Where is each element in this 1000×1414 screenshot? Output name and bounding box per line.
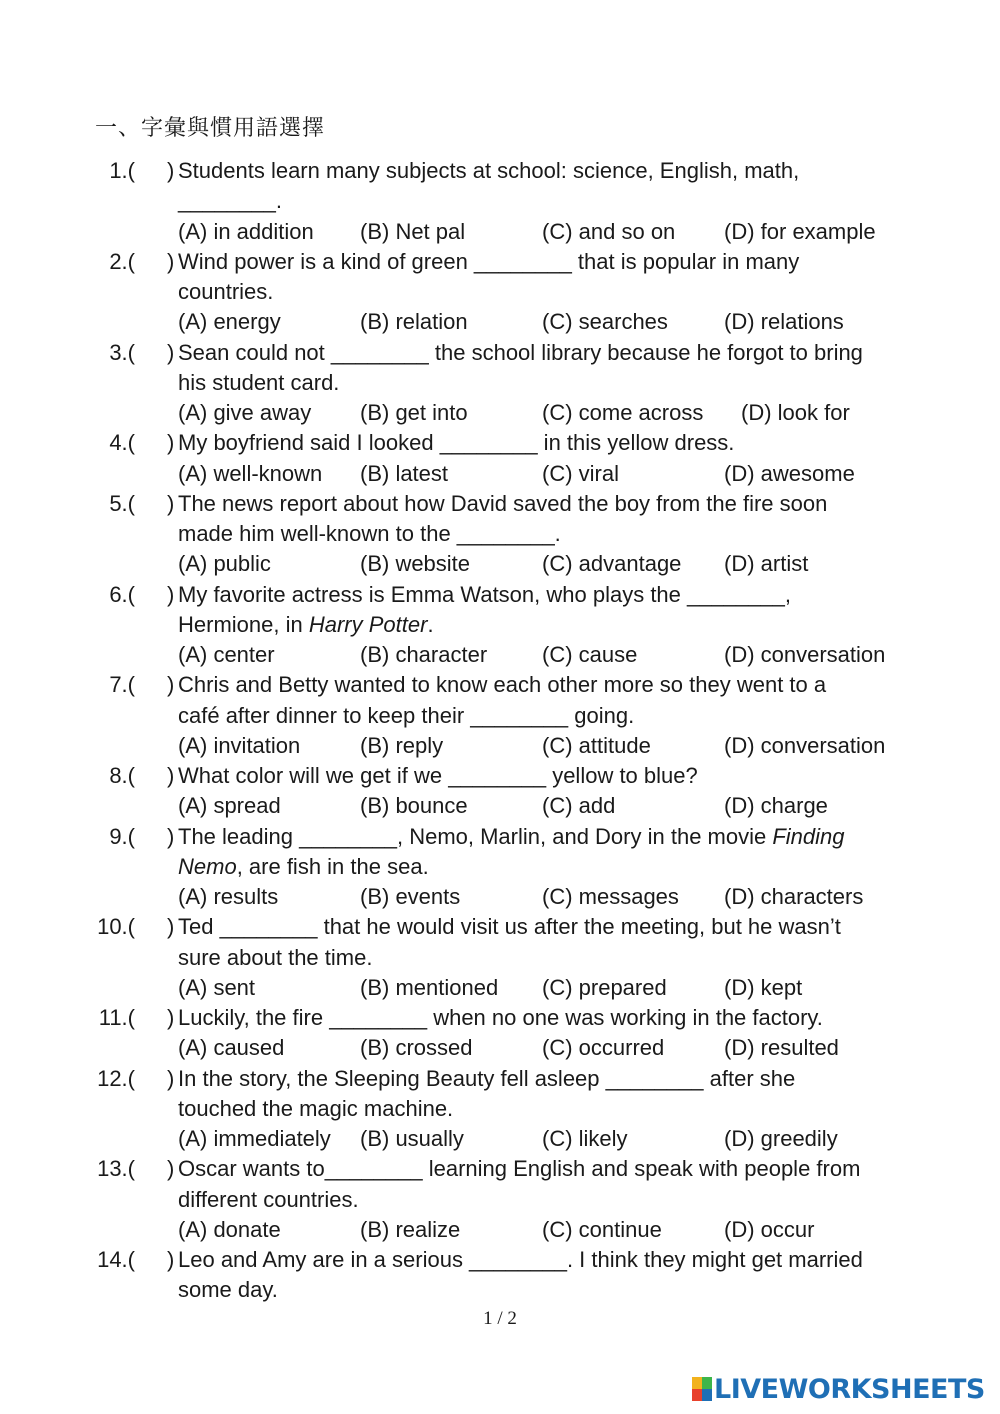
option-d: (D) conversation bbox=[724, 732, 886, 758]
question-13-cont bbox=[0, 1185, 1000, 1215]
question-3-options bbox=[0, 398, 1000, 428]
option-c: (C) and so on bbox=[542, 218, 676, 244]
question-number: 1.( bbox=[109, 158, 135, 183]
option-c: (C) occurred bbox=[542, 1035, 665, 1061]
question-text: Sean could not ________ the school library because he forgot to bring bbox=[178, 339, 863, 365]
option-a: (A) donate bbox=[178, 1216, 281, 1242]
question-12-cont bbox=[0, 1094, 1000, 1124]
option-a: (A) center bbox=[178, 642, 275, 667]
question-3 bbox=[0, 338, 1000, 368]
option-b: (B) get into bbox=[360, 400, 468, 425]
text-segment: . bbox=[427, 611, 434, 637]
question-text: Ted ________ that he would visit us after the meeting, but he wasn’t bbox=[178, 914, 841, 940]
option-c: (C) prepared bbox=[542, 974, 667, 1000]
question-10 bbox=[0, 912, 1000, 942]
option-a: (A) well-known bbox=[178, 460, 323, 486]
option-a: (A) results bbox=[178, 884, 279, 909]
option-b: (B) mentioned bbox=[360, 974, 499, 1000]
question-5-cont bbox=[0, 519, 1000, 549]
question-6-cont bbox=[0, 610, 1000, 640]
option-c: (C) searches bbox=[542, 309, 668, 335]
question-10-cont bbox=[0, 943, 1000, 973]
question-number: 11.( bbox=[98, 1005, 135, 1030]
option-a: (A) public bbox=[178, 551, 271, 577]
option-d: (D) conversation bbox=[724, 642, 886, 667]
question-6 bbox=[0, 580, 1000, 610]
question-13 bbox=[0, 1154, 1000, 1184]
logo-square-icon bbox=[692, 1377, 702, 1389]
question-11-options bbox=[0, 1033, 1000, 1063]
movie-title: Nemo bbox=[178, 853, 237, 879]
option-c: (C) messages bbox=[542, 884, 679, 909]
option-d: (D) resulted bbox=[724, 1035, 839, 1061]
answer-blank[interactable]: ) bbox=[167, 339, 175, 365]
question-number: 14.( bbox=[97, 1247, 135, 1272]
question-text bbox=[178, 822, 845, 852]
option-d: (D) for example bbox=[724, 218, 876, 244]
option-d: (D) awesome bbox=[724, 460, 855, 486]
option-b: (B) crossed bbox=[360, 1035, 473, 1061]
answer-blank[interactable]: ) bbox=[167, 763, 175, 788]
option-d: (D) charge bbox=[724, 793, 828, 819]
question-number: 5.( bbox=[109, 490, 135, 516]
option-c: (C) attitude bbox=[542, 732, 651, 758]
question-text: Luckily, the fire ________ when no one was working in the factory. bbox=[178, 1005, 823, 1030]
question-text: different countries. bbox=[178, 1186, 359, 1212]
option-a: (A) immediately bbox=[178, 1126, 331, 1151]
question-7 bbox=[0, 670, 1000, 700]
question-4-options bbox=[0, 459, 1000, 489]
question-number: 6.( bbox=[109, 581, 135, 607]
question-1-options bbox=[0, 217, 1000, 247]
option-d: (D) look for bbox=[741, 400, 850, 425]
answer-blank[interactable]: ) bbox=[167, 430, 175, 456]
question-text bbox=[178, 610, 434, 640]
option-d: (D) artist bbox=[724, 551, 809, 577]
option-b: (B) relation bbox=[360, 309, 468, 335]
question-number: 13.( bbox=[97, 1156, 135, 1182]
option-b: (B) character bbox=[360, 642, 488, 667]
question-9-cont bbox=[0, 852, 1000, 882]
question-text: his student card. bbox=[178, 369, 340, 395]
question-text: countries. bbox=[178, 279, 274, 304]
option-c: (C) continue bbox=[542, 1216, 662, 1242]
option-a: (A) energy bbox=[178, 309, 281, 335]
question-text: sure about the time. bbox=[178, 944, 373, 970]
text-segment: The leading ________, Nemo, Marlin, and Dory in the movie bbox=[178, 823, 773, 849]
question-12-options bbox=[0, 1124, 1000, 1154]
option-c: (C) add bbox=[542, 793, 616, 819]
movie-title: Harry Potter bbox=[308, 611, 428, 637]
answer-blank[interactable]: ) bbox=[167, 581, 175, 607]
option-c: (C) come across bbox=[542, 400, 704, 425]
question-5-options bbox=[0, 549, 1000, 579]
question-number: 12.( bbox=[97, 1065, 135, 1091]
question-number: 7.( bbox=[109, 672, 135, 698]
answer-blank[interactable]: ) bbox=[167, 672, 175, 698]
option-b: (B) reply bbox=[360, 732, 444, 758]
question-list bbox=[0, 156, 1000, 1306]
question-8 bbox=[0, 761, 1000, 791]
question-text: touched the magic machine. bbox=[178, 1095, 454, 1121]
logo-square-icon bbox=[702, 1377, 712, 1389]
option-d: (D) characters bbox=[724, 884, 864, 909]
question-5 bbox=[0, 489, 1000, 519]
option-a: (A) invitation bbox=[178, 732, 301, 758]
option-c: (C) viral bbox=[542, 460, 619, 486]
question-text: In the story, the Sleeping Beauty fell asleep ________ after she bbox=[178, 1065, 796, 1091]
option-b: (B) latest bbox=[360, 460, 449, 486]
question-7-cont bbox=[0, 701, 1000, 731]
question-text: The news report about how David saved the boy from the fire soon bbox=[178, 490, 828, 516]
logo-square-icon bbox=[692, 1389, 702, 1401]
option-b: (B) website bbox=[360, 551, 471, 577]
option-b: (B) events bbox=[360, 884, 461, 909]
logo-text: LIVEWORKSHEETS bbox=[714, 1373, 985, 1405]
question-14-cont bbox=[0, 1275, 1000, 1305]
section-title: 一、字彙與慣用語選擇 bbox=[95, 116, 326, 141]
option-b: (B) usually bbox=[360, 1126, 464, 1151]
question-8-options bbox=[0, 791, 1000, 821]
answer-blank[interactable]: ) bbox=[167, 248, 175, 274]
question-6-options bbox=[0, 640, 1000, 670]
question-text: made him well-known to the ________. bbox=[178, 521, 561, 546]
question-number: 10.( bbox=[97, 914, 135, 940]
question-2 bbox=[0, 247, 1000, 277]
question-number: 4.( bbox=[109, 430, 135, 456]
option-d: (D) occur bbox=[724, 1216, 815, 1242]
question-text: My favorite actress is Emma Watson, who plays the ________, bbox=[178, 581, 792, 607]
question-text: Wind power is a kind of green ________ that is popular in many bbox=[178, 248, 800, 274]
answer-blank[interactable]: ) bbox=[167, 490, 175, 516]
question-4 bbox=[0, 428, 1000, 458]
answer-blank[interactable]: ) bbox=[167, 1065, 175, 1091]
answer-blank[interactable]: ) bbox=[167, 914, 175, 940]
question-9 bbox=[0, 822, 1000, 852]
question-text: ________. bbox=[178, 188, 282, 214]
option-a: (A) spread bbox=[178, 793, 281, 819]
question-text: café after dinner to keep their ________ going. bbox=[178, 702, 635, 728]
question-10-options bbox=[0, 973, 1000, 1003]
question-1-cont bbox=[0, 186, 1000, 216]
question-number: 8.( bbox=[109, 763, 135, 788]
option-a: (A) give away bbox=[178, 400, 312, 425]
option-b: (B) bounce bbox=[360, 793, 468, 819]
question-text: some day. bbox=[178, 1277, 278, 1303]
question-9-options bbox=[0, 882, 1000, 912]
option-c: (C) cause bbox=[542, 642, 638, 667]
text-segment: Hermione, in bbox=[178, 611, 309, 637]
option-c: (C) advantage bbox=[542, 551, 682, 577]
question-2-options bbox=[0, 307, 1000, 337]
question-text: Chris and Betty wanted to know each other more so they went to a bbox=[178, 672, 827, 698]
logo-mark-icon bbox=[692, 1377, 712, 1401]
question-number: 3.( bbox=[109, 339, 135, 365]
question-number: 2.( bbox=[109, 248, 135, 274]
logo-square-icon bbox=[702, 1389, 712, 1401]
page-number: 1 / 2 bbox=[483, 1308, 517, 1329]
question-text bbox=[178, 852, 429, 882]
option-c: (C) likely bbox=[542, 1126, 628, 1151]
answer-blank[interactable]: ) bbox=[167, 1005, 175, 1030]
question-text: What color will we get if we ________ yellow to blue? bbox=[178, 763, 698, 788]
question-number: 9.( bbox=[109, 823, 135, 849]
question-7-options bbox=[0, 731, 1000, 761]
question-12 bbox=[0, 1064, 1000, 1094]
option-b: (B) realize bbox=[360, 1216, 461, 1242]
question-text: Students learn many subjects at school: science, English, math, bbox=[178, 158, 800, 183]
text-segment: , are fish in the sea. bbox=[236, 853, 429, 879]
answer-blank[interactable]: ) bbox=[167, 823, 175, 849]
question-text: Leo and Amy are in a serious ________. I think they might get married bbox=[178, 1247, 863, 1272]
option-d: (D) greedily bbox=[724, 1126, 838, 1151]
answer-blank[interactable]: ) bbox=[167, 1247, 175, 1272]
option-a: (A) in addition bbox=[178, 218, 314, 244]
question-11 bbox=[0, 1003, 1000, 1033]
option-a: (A) caused bbox=[178, 1035, 285, 1061]
answer-blank[interactable]: ) bbox=[167, 158, 175, 183]
question-13-options bbox=[0, 1215, 1000, 1245]
question-1 bbox=[0, 156, 1000, 186]
movie-title: Finding bbox=[772, 823, 845, 849]
option-b: (B) Net pal bbox=[360, 218, 466, 244]
answer-blank[interactable]: ) bbox=[167, 1156, 175, 1182]
question-14 bbox=[0, 1245, 1000, 1275]
option-d: (D) relations bbox=[724, 309, 844, 335]
liveworksheets-logo[interactable] bbox=[692, 1373, 985, 1405]
question-2-cont bbox=[0, 277, 1000, 307]
option-a: (A) sent bbox=[178, 974, 256, 1000]
option-d: (D) kept bbox=[724, 974, 803, 1000]
question-text: My boyfriend said I looked ________ in this yellow dress. bbox=[178, 430, 735, 456]
question-text: Oscar wants to________ learning English and speak with people from bbox=[178, 1156, 861, 1182]
question-3-cont bbox=[0, 368, 1000, 398]
